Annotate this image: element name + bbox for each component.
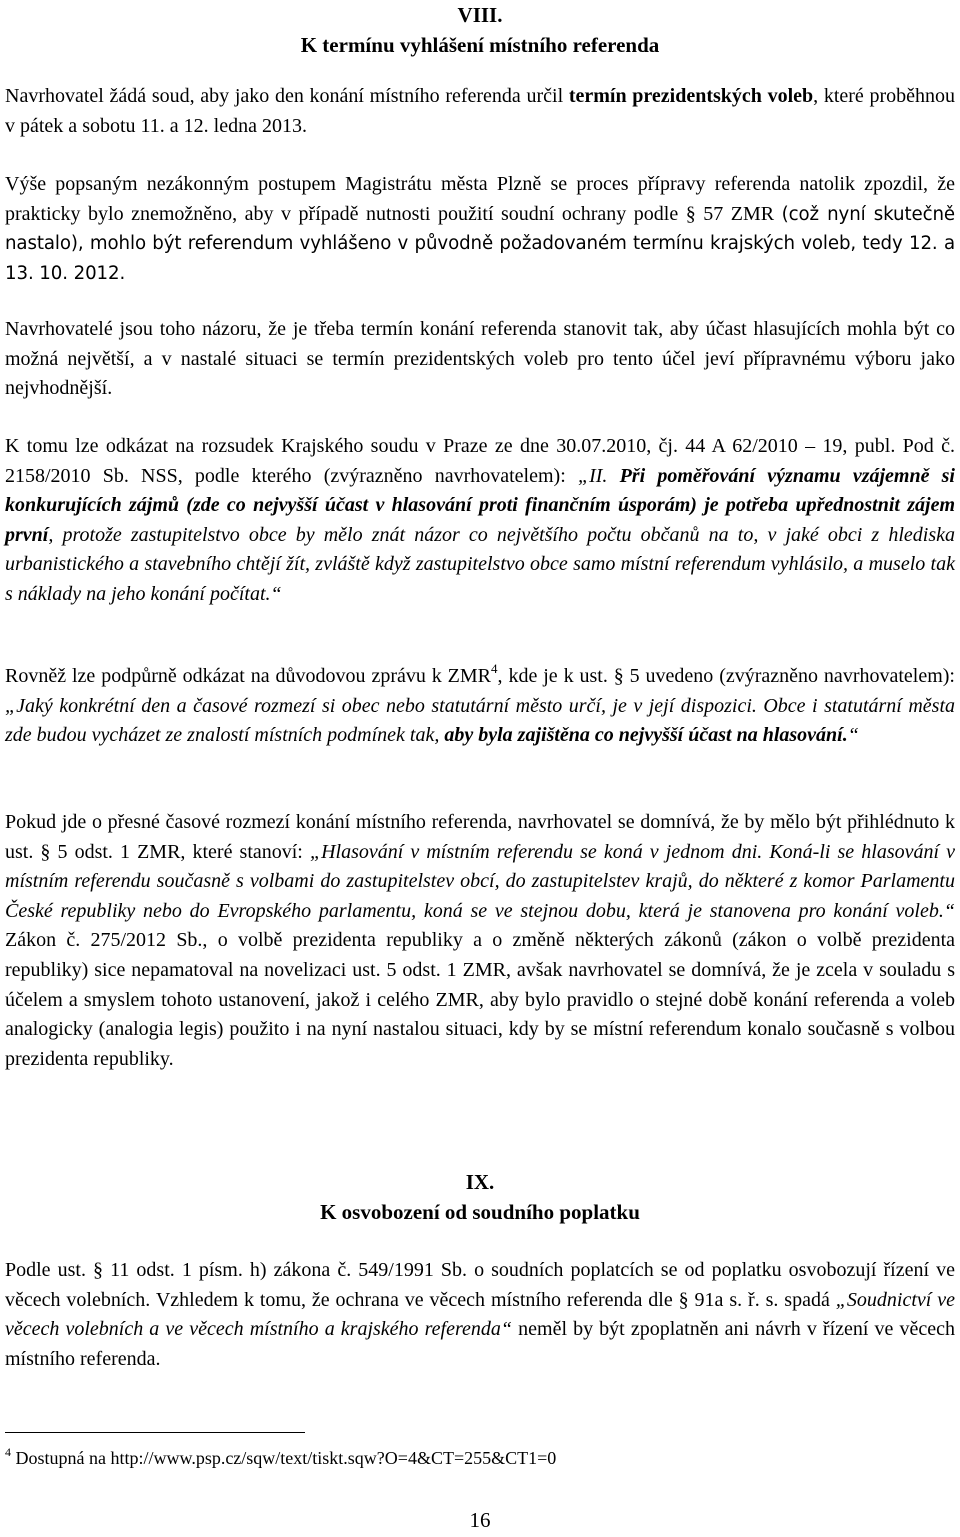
paragraph-1: [5, 82, 955, 141]
paragraph-4-italic: , protože zastupitelstvo obce by mělo znát názor co největšího počtu občanů na to, v jaké obci z hlediska urbanistického a stavebního chtějí žít, zvláště když zastupitelstvo obce samo místní referendum vyhlásilo, a muselo tak s náklady na jeho konání počítat.“: [5, 523, 955, 605]
paragraph-4-quote-open: „II.: [577, 464, 620, 487]
footnote-separator: [5, 1432, 305, 1433]
page-number: 16: [469, 1508, 491, 1532]
paragraph-1-text-end: , které proběhnou v pátek a sobotu 11. a 12. ledna 2013.: [5, 85, 956, 137]
paragraph-5-italic: „Jaký konkrétní den a časové rozmezí si obec nebo statutární město určí, je v její dispozici. Obce i statutární města zde budou vycházet ze znalostí místních podmínek tak,: [5, 694, 955, 747]
paragraph-5: [5, 662, 955, 751]
paragraph-5-text-2: , kde je k ust. § 5 uvedeno (zvýrazněno navrhovatelem):: [497, 665, 955, 687]
paragraph-7-text: Podle ust. § 11 odst. 1 písm. h) zákona č. 549/1991 Sb. o soudních poplatcích se od poplatku osvobozují řízení ve věcech volebních. Vzhledem k tomu, že ochrana ve věcech místního referenda dle § 91a s. ř. s. spadá: [5, 1259, 955, 1311]
paragraph-6-text-2: Zákon č. 275/2012 Sb., o volbě prezidenta republiky a o změně některých zákonů (zákon o volbě prezidenta republiky) sice nepamatoval na novelizaci ust. 5 odst. 1 ZMR, avšak navrhovatel se domnívá, že je zcela v souladu s účelem a smyslem tohoto ustanovení, jakož i celého ZMR, aby bylo pravidlo o stejné době konání referenda a voleb analogicky (analogia legis) použito i na nyní nastalou situaci, kdy by se místní referendum konalo současně s volbou prezidenta republiky.: [5, 929, 955, 1070]
paragraph-4-bold-italic: Při poměřování významu vzájemně si konkurujících zájmů (zde co nejvyšší účast v hlasování proti finančním úsporám) je potřeba upřednostnit zájem první: [5, 464, 955, 546]
paragraph-4-text: K tomu lze odkázat na rozsudek Krajského soudu v Praze ze dne 30.07.2010, čj. 44 A 62/2010 – 19, publ. Pod č. 2158/2010 Sb. NSS, podle kterého (zvýrazněno navrhovatelem):: [5, 435, 955, 487]
paragraph-7-italic: „Soudnictví ve věcech volebních a ve věcech místního a krajského referenda“: [5, 1288, 955, 1341]
paragraph-5-bold-italic: aby byla zajištěna co nejvyšší účast na hlasování.: [444, 724, 848, 747]
section-8-heading: [5, 0, 955, 60]
paragraph-6: [5, 808, 955, 1074]
section-9-number: IX.: [465, 1170, 495, 1194]
paragraph-6-text: Pokud jde o přesné časové rozmezí konání místního referenda, navrhovatel se domnívá, že by mělo být přihlédnuto k ust. § 5 odst. 1 ZMR, které stanoví:: [5, 811, 955, 863]
paragraph-5-text: Rovněž lze podpůrně odkázat na důvodovou zprávu k ZMR: [5, 665, 492, 687]
section-8-number: VIII.: [457, 3, 503, 27]
section-9-title: K osvobození od soudního poplatku: [320, 1200, 640, 1224]
paragraph-3-text: Navrhovatelé jsou toho názoru, že je třeba termín konání referenda stanovit tak, aby účast hlasujících mohla být co možná největší, a v nastalé situaci se termín prezidentských voleb pro tento účel jeví přípravnému výboru jako nejvhodnější.: [5, 318, 955, 400]
paragraph-2-sans-text: (což nyní skutečně nastalo), mohlo být referendum vyhlášeno v původně požadovaném termínu krajských voleb, tedy 12. a 13. 10. 2012.: [5, 203, 955, 284]
footnote-text: Dostupná na http://www.psp.cz/sqw/text/tiskt.sqw?O=4&CT=255&CT1=0: [11, 1448, 557, 1468]
section-9-heading: [5, 1167, 955, 1227]
footnote-reference: 4: [491, 661, 498, 676]
paragraph-7: [5, 1256, 955, 1374]
paragraph-1-text: Navrhovatel žádá soud, aby jako den konání místního referenda určil: [5, 85, 569, 107]
paragraph-2-text: Výše popsaným nezákonným postupem Magistrátu města Plzně se proces přípravy referenda natolik zpozdil, že prakticky bylo znemožněno, aby v případě nutnosti použití soudní ochrany podle § 57 ZMR: [5, 173, 955, 225]
section-8-title: K termínu vyhlášení místního referenda: [300, 33, 660, 57]
footnote-number: 4: [5, 1445, 11, 1459]
paragraph-4: [5, 432, 955, 610]
paragraph-2: [5, 170, 955, 288]
paragraph-6-italic-quote: „Hlasování v místním referendu se koná v jednom dni. Koná-li se hlasování v místním referendu současně s volbami do zastupitelstev obcí, do zastupitelstev krajů, do některé z komor Parlamentu České republiky nebo do Evropského parlamentu, koná se ve stejnou dobu, která je stanovena pro konání voleb.“: [5, 840, 955, 922]
paragraph-3: [5, 315, 955, 404]
paragraph-5-quote-close: “: [847, 724, 859, 747]
footnote: [5, 1440, 556, 1470]
paragraph-1-bold: termín prezidentských voleb: [568, 85, 814, 107]
paragraph-7-text-2: neměl by být zpoplatněn ani návrh v řízení ve věcech místního referenda.: [5, 1318, 956, 1370]
